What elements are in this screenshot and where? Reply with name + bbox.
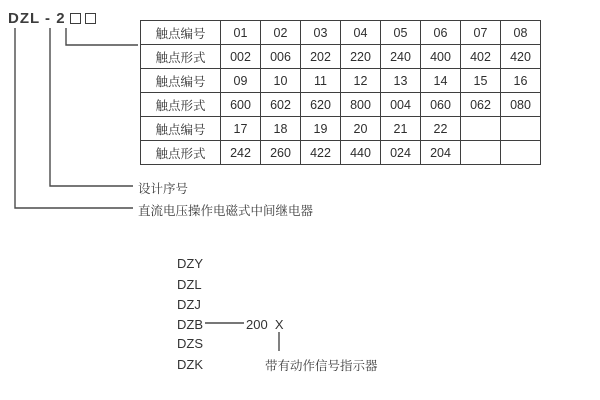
value-cell: 08 xyxy=(501,21,541,45)
value-cell: 202 xyxy=(301,45,341,69)
value-cell: 04 xyxy=(341,21,381,45)
blank-digit-box-icon xyxy=(85,13,96,24)
model-list-item-dzy: DZY xyxy=(177,256,203,271)
relay-type-label: 直流电压操作电磁式中间继电器 xyxy=(138,204,314,218)
value-cell: 18 xyxy=(261,117,301,141)
value-cell: 17 xyxy=(221,117,261,141)
value-cell: 240 xyxy=(381,45,421,69)
value-cell: 080 xyxy=(501,93,541,117)
row-label-cell: 触点编号 xyxy=(141,117,221,141)
connector-design-serial-line xyxy=(50,28,133,186)
value-cell: 260 xyxy=(261,141,301,165)
value-cell xyxy=(461,117,501,141)
contact-table xyxy=(140,20,541,165)
value-cell: 03 xyxy=(301,21,341,45)
value-cell: 060 xyxy=(421,93,461,117)
model-list-item-dzb: DZB xyxy=(177,317,203,332)
dzb-suffix-label: 200 X xyxy=(246,317,284,332)
model-list-item-dzl: DZL xyxy=(177,277,202,292)
value-cell: 800 xyxy=(341,93,381,117)
value-cell: 204 xyxy=(421,141,461,165)
value-cell: 400 xyxy=(421,45,461,69)
value-cell: 13 xyxy=(381,69,421,93)
table-row xyxy=(141,141,541,165)
table-row xyxy=(141,45,541,69)
row-label-cell: 触点形式 xyxy=(141,93,221,117)
row-label-cell: 触点编号 xyxy=(141,21,221,45)
value-cell: 07 xyxy=(461,21,501,45)
table-row xyxy=(141,21,541,45)
value-cell: 220 xyxy=(341,45,381,69)
value-cell: 09 xyxy=(221,69,261,93)
value-cell: 620 xyxy=(301,93,341,117)
value-cell: 16 xyxy=(501,69,541,93)
value-cell: 22 xyxy=(421,117,461,141)
model-code xyxy=(8,10,96,27)
indicator-note-label: 带有动作信号指示器 xyxy=(265,359,378,373)
table-row xyxy=(141,117,541,141)
value-cell: 11 xyxy=(301,69,341,93)
value-cell: 402 xyxy=(461,45,501,69)
row-label-cell: 触点编号 xyxy=(141,69,221,93)
value-cell: 422 xyxy=(301,141,341,165)
connector-contact-code-line xyxy=(66,28,138,45)
value-cell xyxy=(461,141,501,165)
value-cell: 14 xyxy=(421,69,461,93)
value-cell: 006 xyxy=(261,45,301,69)
value-cell: 600 xyxy=(221,93,261,117)
value-cell: 19 xyxy=(301,117,341,141)
row-label-cell: 触点形式 xyxy=(141,141,221,165)
value-cell: 20 xyxy=(341,117,381,141)
value-cell xyxy=(501,117,541,141)
connector-relay-type-line xyxy=(15,28,133,208)
value-cell: 10 xyxy=(261,69,301,93)
value-cell: 242 xyxy=(221,141,261,165)
value-cell: 024 xyxy=(381,141,421,165)
value-cell: 21 xyxy=(381,117,421,141)
table-row xyxy=(141,69,541,93)
model-list-item-dzk: DZK xyxy=(177,357,203,372)
design-serial-label: 设计序号 xyxy=(138,182,189,196)
value-cell: 440 xyxy=(341,141,381,165)
model-list-item-dzs: DZS xyxy=(177,336,203,351)
value-cell: 05 xyxy=(381,21,421,45)
value-cell: 062 xyxy=(461,93,501,117)
model-code-text: DZL - 2 xyxy=(8,10,66,27)
value-cell: 02 xyxy=(261,21,301,45)
value-cell: 420 xyxy=(501,45,541,69)
table-row xyxy=(141,93,541,117)
row-label-cell: 触点形式 xyxy=(141,45,221,69)
value-cell: 12 xyxy=(341,69,381,93)
blank-digit-box-icon xyxy=(70,13,81,24)
value-cell: 602 xyxy=(261,93,301,117)
value-cell: 002 xyxy=(221,45,261,69)
value-cell: 06 xyxy=(421,21,461,45)
model-list-item-dzj: DZJ xyxy=(177,297,201,312)
value-cell: 15 xyxy=(461,69,501,93)
value-cell: 004 xyxy=(381,93,421,117)
value-cell xyxy=(501,141,541,165)
value-cell: 01 xyxy=(221,21,261,45)
